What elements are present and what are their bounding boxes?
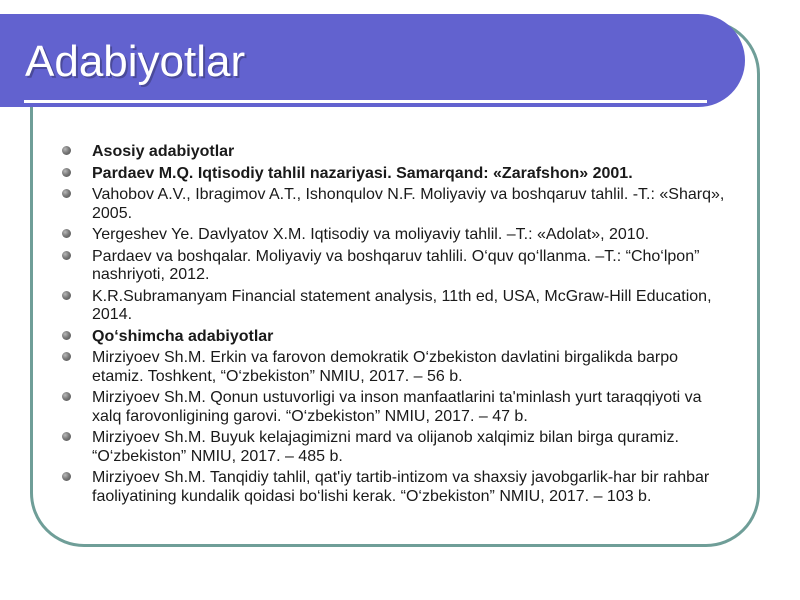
bullet-icon [62, 291, 71, 300]
list-item-text: Vahobov A.V., Ibragimov A.T., Ishonqulov N.F. Moliyaviy va boshqaruv tahlil. -T.: «Sharq», 2005. [92, 186, 725, 222]
list-item-text: Mirziyoev Sh.M. Erkin va farovon demokratik O‘zbekiston davlatini birgalikda barpo etamiz. Toshkent, “O‘zbekiston” NMIU, 2017. – 56 b. [92, 349, 679, 385]
list-item-text: Asosiy adabiyotlar [92, 143, 235, 160]
list-item-text: Yergeshev Ye. Davlyatov X.M. Iqtisodiy va moliyaviy tahlil. –T.: «Adolat», 2010. [92, 226, 650, 243]
list-item-text: Mirziyoev Sh.M. Buyuk kelajagimizni mard va olijanob xalqimiz bilan birga quramiz. “O‘zbekiston” NMIU, 2017. – 485 b. [92, 429, 679, 465]
bullet-icon [62, 472, 71, 481]
list-item-text: Mirziyoev Sh.M. Qonun ustuvorligi va inson manfaatlarini ta'minlash yurt taraqqiyoti va xalq farovonligining garovi. “O‘zbekiston” NMIU, 2017. – 47 b. [92, 389, 702, 425]
bullet-icon [62, 251, 71, 260]
bullet-icon [62, 392, 71, 401]
bullet-icon [62, 168, 71, 177]
reference-list [62, 143, 734, 509]
bullet-icon [62, 229, 71, 238]
title-underline [24, 100, 707, 103]
list-item [62, 429, 734, 466]
bullet-icon [62, 432, 71, 441]
list-item [62, 469, 734, 506]
list-item-text: Mirziyoev Sh.M. Tanqidiy tahlil, qat'iy tartib-intizom va shaxsiy javobgarlik-har bir rahbar faoliyatining kundalik qoidasi bo‘lishi kerak. “O‘zbekiston” NMIU, 2017. – 103 b. [92, 469, 710, 505]
list-item-text: K.R.Subramanyam Financial statement analysis, 11th ed, USA, McGraw-Hill Education, 2014. [92, 287, 712, 323]
bullet-icon [62, 146, 71, 155]
bullet-icon [62, 352, 71, 361]
list-item [62, 349, 734, 386]
list-item [62, 288, 734, 325]
bullet-icon [62, 189, 71, 198]
list-item-text: Pardaev M.Q. Iqtisodiy tahlil nazariyasi. Samarqand: «Zarafshon» 2001. [92, 164, 633, 182]
list-item-text: Pardaev va boshqalar. Moliyaviy va boshqaruv tahlili. O‘quv qo‘llanma. –T.: “Cho‘lpon” nashriyoti, 2012. [92, 247, 700, 283]
slide-title: Adabiyotlar [25, 37, 246, 86]
list-item [62, 389, 734, 426]
list-item [62, 226, 734, 245]
list-heading-item [62, 328, 734, 347]
list-heading-item [62, 143, 734, 162]
list-item-text: Qo‘shimcha adabiyotlar [92, 327, 274, 345]
list-heading-item [62, 165, 734, 184]
list-item [62, 248, 734, 285]
bullet-icon [62, 331, 71, 340]
list-item [62, 186, 734, 223]
